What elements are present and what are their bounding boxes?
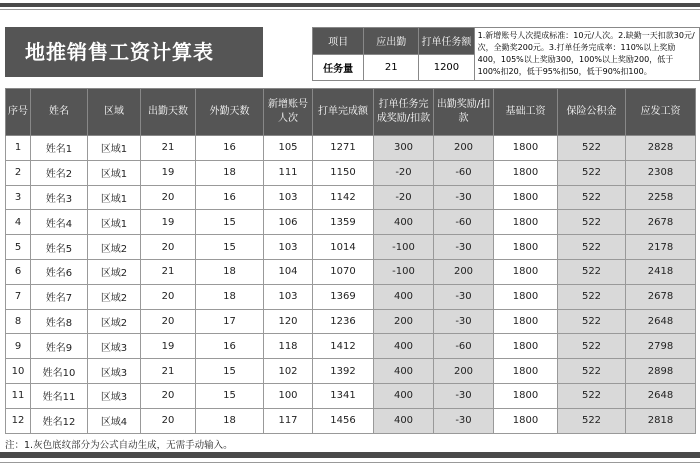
table-row: [6, 235, 696, 260]
table-cell[interactable]: 2828: [626, 136, 696, 161]
info-header-order-target: 打单任务额: [419, 28, 474, 55]
table-cell[interactable]: 1392: [313, 359, 374, 384]
table-cell[interactable]: 2818: [626, 408, 696, 433]
table-cell[interactable]: 522: [558, 383, 626, 408]
table-cell[interactable]: 103: [264, 185, 313, 210]
table-cell[interactable]: 18: [196, 259, 264, 284]
table-cell[interactable]: 姓名1: [31, 136, 88, 161]
table-cell[interactable]: 姓名12: [31, 408, 88, 433]
table-cell[interactable]: 15: [196, 210, 264, 235]
info-header-item: 项目: [313, 28, 364, 55]
table-cell[interactable]: 522: [558, 359, 626, 384]
table-row: [6, 309, 696, 334]
table-row: [6, 185, 696, 210]
table-cell[interactable]: 7: [6, 284, 31, 309]
table-cell[interactable]: 522: [558, 408, 626, 433]
table-cell[interactable]: 102: [264, 359, 313, 384]
footnote: 注：1.灰色底纹部分为公式自动生成，无需手动输入。: [5, 440, 233, 451]
table-cell[interactable]: 区域1: [88, 136, 141, 161]
table-row: [6, 383, 696, 408]
table-cell[interactable]: 1800: [494, 185, 558, 210]
table-cell[interactable]: -20: [374, 185, 434, 210]
table-cell[interactable]: 20: [141, 284, 196, 309]
table-cell[interactable]: 200: [434, 136, 494, 161]
table-cell[interactable]: 姓名4: [31, 210, 88, 235]
table-cell[interactable]: 17: [196, 309, 264, 334]
column-header: 应发工资: [626, 89, 696, 136]
table-cell[interactable]: 1800: [494, 284, 558, 309]
info-header-attendance: 应出勤: [364, 28, 419, 55]
table-cell[interactable]: 姓名11: [31, 383, 88, 408]
table-row: [6, 160, 696, 185]
column-header: 序号: [6, 89, 31, 136]
table-cell[interactable]: 区域3: [88, 383, 141, 408]
table-cell[interactable]: 19: [141, 160, 196, 185]
table-row: [6, 136, 696, 161]
table-cell[interactable]: 522: [558, 160, 626, 185]
table-row: [6, 259, 696, 284]
table-cell[interactable]: 1800: [494, 160, 558, 185]
table-cell[interactable]: 21: [141, 136, 196, 161]
table-cell[interactable]: 522: [558, 284, 626, 309]
table-row: [6, 210, 696, 235]
table-cell[interactable]: 1: [6, 136, 31, 161]
table-row: [6, 334, 696, 359]
column-header: 姓名: [31, 89, 88, 136]
table-cell[interactable]: 6: [6, 259, 31, 284]
table-cell[interactable]: 111: [264, 160, 313, 185]
table-cell[interactable]: 300: [374, 136, 434, 161]
table-cell[interactable]: 区域1: [88, 185, 141, 210]
table-cell[interactable]: 1800: [494, 359, 558, 384]
table-row: [6, 359, 696, 384]
column-header: 区域: [88, 89, 141, 136]
table-cell[interactable]: 19: [141, 210, 196, 235]
table-cell[interactable]: 522: [558, 185, 626, 210]
table-cell[interactable]: 15: [196, 235, 264, 260]
table-cell[interactable]: -30: [434, 284, 494, 309]
table-cell[interactable]: 区域2: [88, 259, 141, 284]
table-cell[interactable]: 1800: [494, 259, 558, 284]
table-cell[interactable]: 姓名3: [31, 185, 88, 210]
column-header: 出勤奖励/扣款: [434, 89, 494, 136]
table-cell[interactable]: 103: [264, 284, 313, 309]
info-order-target-value[interactable]: 1200: [419, 54, 474, 81]
table-cell[interactable]: 9: [6, 334, 31, 359]
table-cell[interactable]: 117: [264, 408, 313, 433]
column-header: 保险公积金: [558, 89, 626, 136]
table-cell[interactable]: 区域1: [88, 160, 141, 185]
table-cell[interactable]: 400: [374, 284, 434, 309]
table-row: [6, 408, 696, 433]
table-cell[interactable]: 8: [6, 309, 31, 334]
top-border: [0, 3, 700, 7]
table-cell[interactable]: 1271: [313, 136, 374, 161]
table-cell[interactable]: 1800: [494, 136, 558, 161]
table-cell[interactable]: 区域2: [88, 284, 141, 309]
table-cell[interactable]: -60: [434, 334, 494, 359]
sheet-title: 地推销售工资计算表: [5, 27, 263, 77]
table-cell[interactable]: 姓名9: [31, 334, 88, 359]
table-cell[interactable]: 2678: [626, 210, 696, 235]
column-header: 基础工资: [494, 89, 558, 136]
table-cell[interactable]: 21: [141, 259, 196, 284]
table-cell[interactable]: 1800: [494, 210, 558, 235]
table-cell[interactable]: 区域4: [88, 408, 141, 433]
column-header: 打单任务完成奖励/扣款: [374, 89, 434, 136]
table-cell[interactable]: 11: [6, 383, 31, 408]
table-cell[interactable]: 10: [6, 359, 31, 384]
table-cell[interactable]: -30: [434, 185, 494, 210]
table-cell[interactable]: -60: [434, 160, 494, 185]
table-cell[interactable]: 106: [264, 210, 313, 235]
table-cell[interactable]: 2648: [626, 309, 696, 334]
table-cell[interactable]: 120: [264, 309, 313, 334]
table-cell[interactable]: 姓名8: [31, 309, 88, 334]
task-info-table: [312, 27, 700, 81]
table-cell[interactable]: 1070: [313, 259, 374, 284]
table-cell[interactable]: 18: [196, 160, 264, 185]
table-cell[interactable]: 1412: [313, 334, 374, 359]
table-cell[interactable]: 区域3: [88, 359, 141, 384]
table-cell[interactable]: 20: [141, 383, 196, 408]
table-cell[interactable]: 2: [6, 160, 31, 185]
table-cell[interactable]: 姓名7: [31, 284, 88, 309]
table-cell[interactable]: 区域2: [88, 235, 141, 260]
salary-table: [5, 88, 696, 434]
table-cell[interactable]: 2308: [626, 160, 696, 185]
table-cell[interactable]: 区域2: [88, 309, 141, 334]
table-cell[interactable]: 2258: [626, 185, 696, 210]
column-header: 打单完成额: [313, 89, 374, 136]
table-cell[interactable]: 200: [374, 309, 434, 334]
bottom-border-thin: [0, 462, 700, 463]
table-cell[interactable]: 16: [196, 185, 264, 210]
table-cell[interactable]: 2798: [626, 334, 696, 359]
table-cell[interactable]: 2418: [626, 259, 696, 284]
table-cell[interactable]: 区域3: [88, 334, 141, 359]
table-cell[interactable]: 200: [434, 259, 494, 284]
table-cell[interactable]: -100: [374, 259, 434, 284]
table-cell[interactable]: 姓名6: [31, 259, 88, 284]
table-cell[interactable]: 522: [558, 136, 626, 161]
table-cell[interactable]: 20: [141, 408, 196, 433]
table-cell[interactable]: -20: [374, 160, 434, 185]
info-row-label[interactable]: 任务量: [313, 54, 364, 81]
table-cell[interactable]: -30: [434, 309, 494, 334]
table-cell[interactable]: 12: [6, 408, 31, 433]
top-border-thin: [0, 9, 700, 10]
table-cell[interactable]: 400: [374, 359, 434, 384]
table-cell[interactable]: -60: [434, 210, 494, 235]
table-cell[interactable]: -30: [434, 408, 494, 433]
table-cell[interactable]: 3: [6, 185, 31, 210]
bottom-border: [0, 452, 700, 458]
table-cell[interactable]: 200: [434, 359, 494, 384]
table-cell[interactable]: 522: [558, 309, 626, 334]
table-cell[interactable]: 1359: [313, 210, 374, 235]
table-cell[interactable]: 2178: [626, 235, 696, 260]
table-cell[interactable]: 2898: [626, 359, 696, 384]
table-cell[interactable]: 100: [264, 383, 313, 408]
table-cell[interactable]: 1142: [313, 185, 374, 210]
table-cell[interactable]: 104: [264, 259, 313, 284]
table-cell[interactable]: 522: [558, 334, 626, 359]
table-cell[interactable]: 20: [141, 185, 196, 210]
table-cell[interactable]: 区域1: [88, 210, 141, 235]
table-cell[interactable]: 姓名10: [31, 359, 88, 384]
table-cell[interactable]: 1800: [494, 309, 558, 334]
table-cell[interactable]: 18: [196, 408, 264, 433]
table-cell[interactable]: 1456: [313, 408, 374, 433]
table-cell[interactable]: 1800: [494, 334, 558, 359]
table-cell[interactable]: 522: [558, 259, 626, 284]
table-cell[interactable]: 1150: [313, 160, 374, 185]
table-cell[interactable]: 20: [141, 235, 196, 260]
table-cell[interactable]: 1800: [494, 383, 558, 408]
column-header: 出勤天数: [141, 89, 196, 136]
column-header: 外勤天数: [196, 89, 264, 136]
table-cell[interactable]: 1800: [494, 235, 558, 260]
table-cell[interactable]: -100: [374, 235, 434, 260]
table-cell[interactable]: 1236: [313, 309, 374, 334]
table-cell[interactable]: 522: [558, 210, 626, 235]
table-cell[interactable]: 400: [374, 383, 434, 408]
table-cell[interactable]: 2648: [626, 383, 696, 408]
table-cell[interactable]: 15: [196, 383, 264, 408]
table-cell[interactable]: 2678: [626, 284, 696, 309]
table-cell[interactable]: -30: [434, 383, 494, 408]
table-cell[interactable]: 1014: [313, 235, 374, 260]
table-cell[interactable]: 姓名2: [31, 160, 88, 185]
table-cell[interactable]: 19: [141, 334, 196, 359]
table-cell[interactable]: 1800: [494, 408, 558, 433]
table-cell[interactable]: -30: [434, 235, 494, 260]
table-cell[interactable]: 15: [196, 359, 264, 384]
rules-note: 1.新增账号人次提成标准：10元/人次。2.缺勤一天扣款30元/次，全勤奖200元。3.打单任务完成率：110%以上奖励400，105%以上奖励300，100%以上奖励200，低于100%扣20，低于95%扣50，低于90%扣100。: [474, 28, 699, 81]
table-cell[interactable]: 21: [141, 359, 196, 384]
table-cell[interactable]: 1341: [313, 383, 374, 408]
table-cell[interactable]: 400: [374, 334, 434, 359]
info-attendance-value[interactable]: 21: [364, 54, 419, 81]
table-cell[interactable]: 1369: [313, 284, 374, 309]
table-cell[interactable]: 5: [6, 235, 31, 260]
table-cell[interactable]: 118: [264, 334, 313, 359]
table-cell[interactable]: 400: [374, 210, 434, 235]
table-cell[interactable]: 20: [141, 309, 196, 334]
column-header: 新增账号人次: [264, 89, 313, 136]
table-cell[interactable]: 103: [264, 235, 313, 260]
table-cell[interactable]: 105: [264, 136, 313, 161]
table-cell[interactable]: 姓名5: [31, 235, 88, 260]
table-row: [6, 284, 696, 309]
table-cell[interactable]: 4: [6, 210, 31, 235]
table-cell[interactable]: 16: [196, 334, 264, 359]
table-cell[interactable]: 18: [196, 284, 264, 309]
table-cell[interactable]: 16: [196, 136, 264, 161]
table-cell[interactable]: 522: [558, 235, 626, 260]
table-cell[interactable]: 400: [374, 408, 434, 433]
